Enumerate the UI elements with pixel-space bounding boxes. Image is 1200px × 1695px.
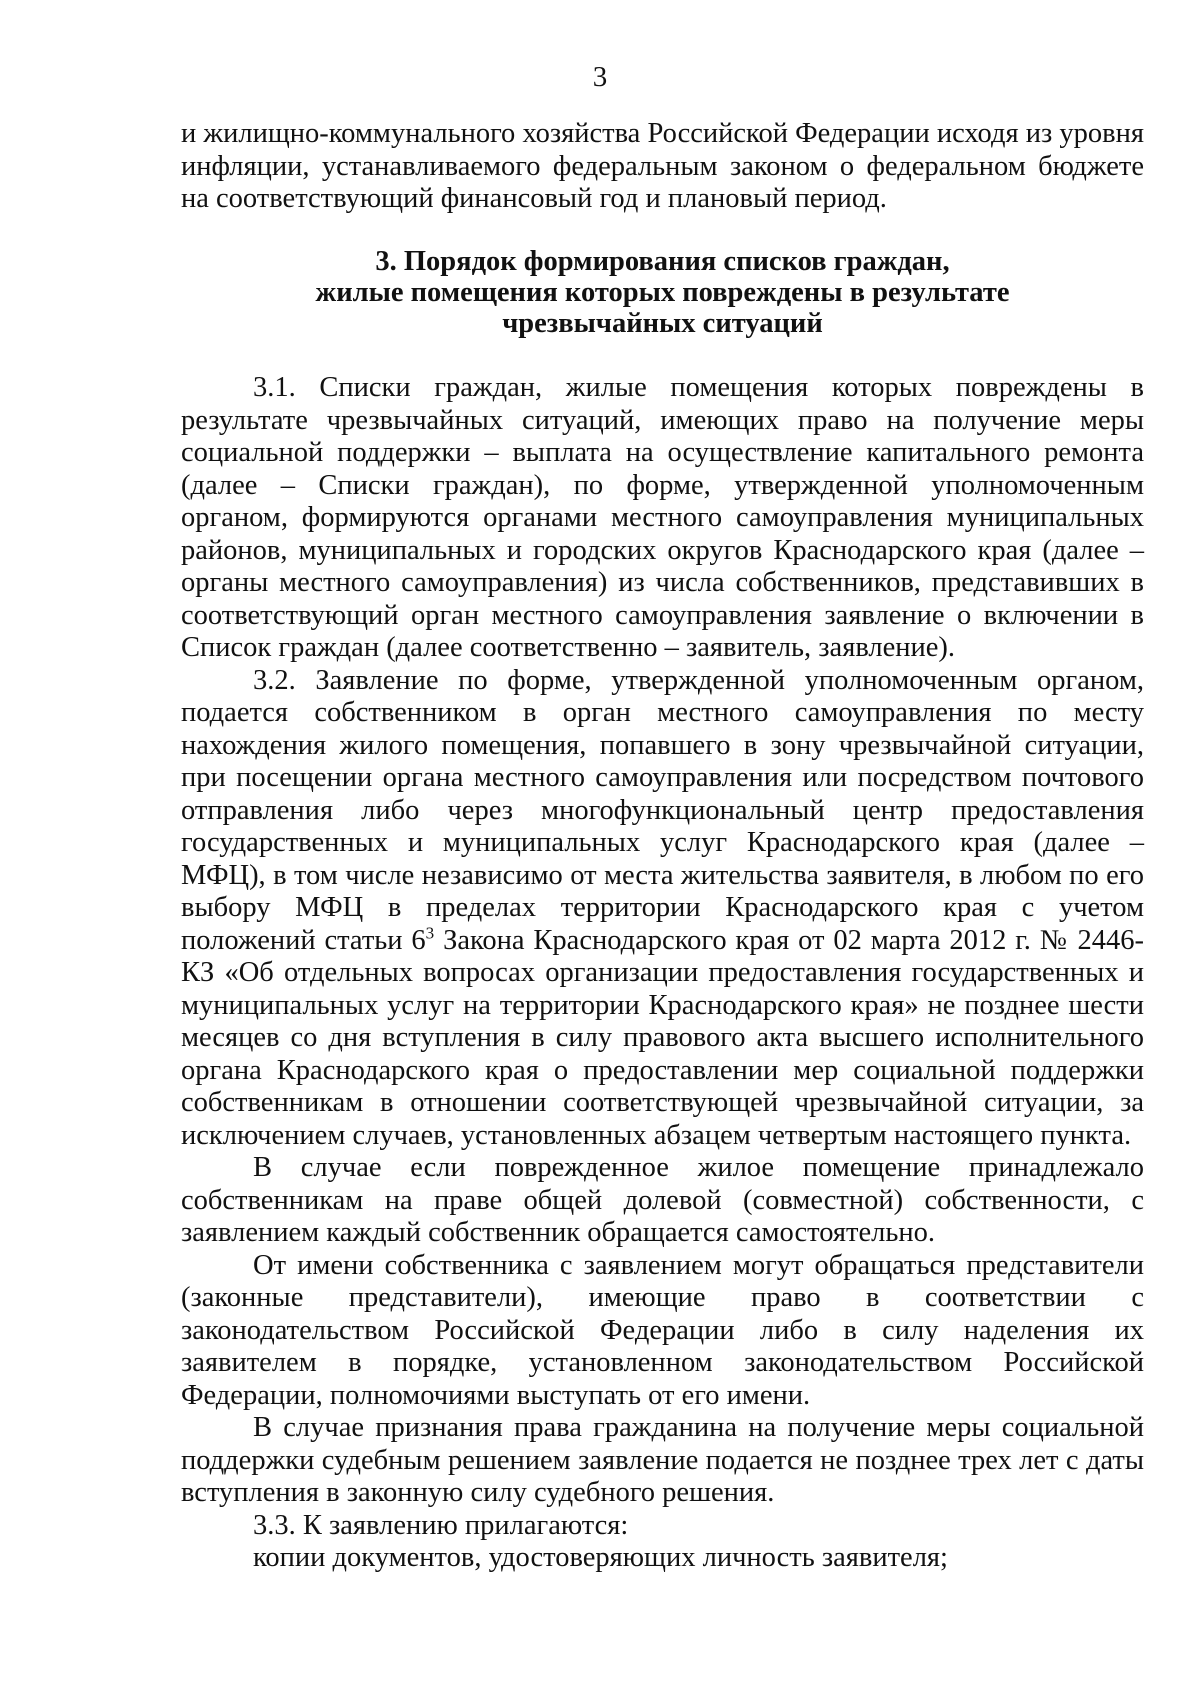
section-heading [181, 246, 1144, 339]
intro-block [181, 118, 1144, 216]
section-heading-line-1: 3. Порядок формирования списков граждан, [375, 246, 950, 277]
paragraph-representatives: От имени собственника с заявлением могут обращаться представители (законные представители), имеющие право в соответствии с законодательством Российской Федерации либо в силу наделения их заявителем в порядке, установленном законодательством Российской Федерации, полномочиями выступать от его имени. [181, 1249, 1144, 1411]
section-body [181, 372, 1144, 1575]
paragraph-3-2-text-end: Закона Краснодарского края от 02 марта 2012 г. № 2446-КЗ «Об отдельных вопросах организации предоставления государственных и муниципальных услуг на территории Краснодарского края» не позднее шести месяцев со дня вступления в силу правового акта высшего исполнительного органа Краснодарского края о предоставлении мер социальной поддержки собственникам в отношении соответствующей чрезвычайной ситуации, за исключением случаев, установленных абзацем четвертым настоящего пункта. [181, 924, 1144, 1151]
section-heading-line-2: жилые помещения которых повреждены в результате [315, 277, 1010, 308]
article-superscript: 3 [425, 923, 435, 942]
paragraph-3-2-text-start: 3.2. Заявление по форме, утвержденной уполномоченным органом, подается собственником в орган местного самоуправления по месту нахождения жилого помещения, попавшего в зону чрезвычайной ситуации, при посещении органа местного самоуправления или посредством почтового отправления либо через многофункциональный центр предоставления государственных и муниципальных услуг Краснодарского края (далее – МФЦ), в том числе независимо от места жительства заявителя, в любом по его выбору МФЦ в пределах территории Краснодарского края с учетом положений статьи 6 [181, 664, 1144, 956]
paragraph-court-decision: В случае признания права гражданина на получение меры социальной поддержки судебным решением заявление подается не позднее трех лет с даты вступления в законную силу судебного решения. [181, 1412, 1144, 1508]
page-number: 3 [592, 61, 608, 93]
section-heading-line-3: чрезвычайных ситуаций [502, 308, 823, 339]
intro-paragraph: и жилищно-коммунального хозяйства Российской Федерации исходя из уровня инфляции, устанавливаемого федеральным законом о федеральном бюджете на соответствующий финансовый год и плановый период. [181, 118, 1144, 214]
paragraph-3-1: 3.1. Списки граждан, жилые помещения которых повреждены в результате чрезвычайных ситуаций, имеющих право на получение меры социальной поддержки – выплата на осуществление капитального ремонта (далее – Списки граждан), по форме, утвержденной уполномоченным органом, формируются органами местного самоуправления муниципальных районов, муниципальных и городских округов Краснодарского края (далее – органы местного самоуправления) из числа собственников, представивших в соответствующий орган местного самоуправления заявление о включении в Список граждан (далее соответственно – заявитель, заявление). [181, 372, 1144, 663]
paragraph-3-3: 3.3. К заявлению прилагаются: [253, 1509, 629, 1541]
paragraph-3-3-item-1: копии документов, удостоверяющих личность заявителя; [253, 1542, 948, 1573]
paragraph-shared-ownership: В случае если поврежденное жилое помещение принадлежало собственникам на праве общей долевой (совместной) собственности, с заявлением каждый собственник обращается самостоятельно. [181, 1152, 1144, 1248]
paragraph-3-2 [181, 665, 1144, 1153]
